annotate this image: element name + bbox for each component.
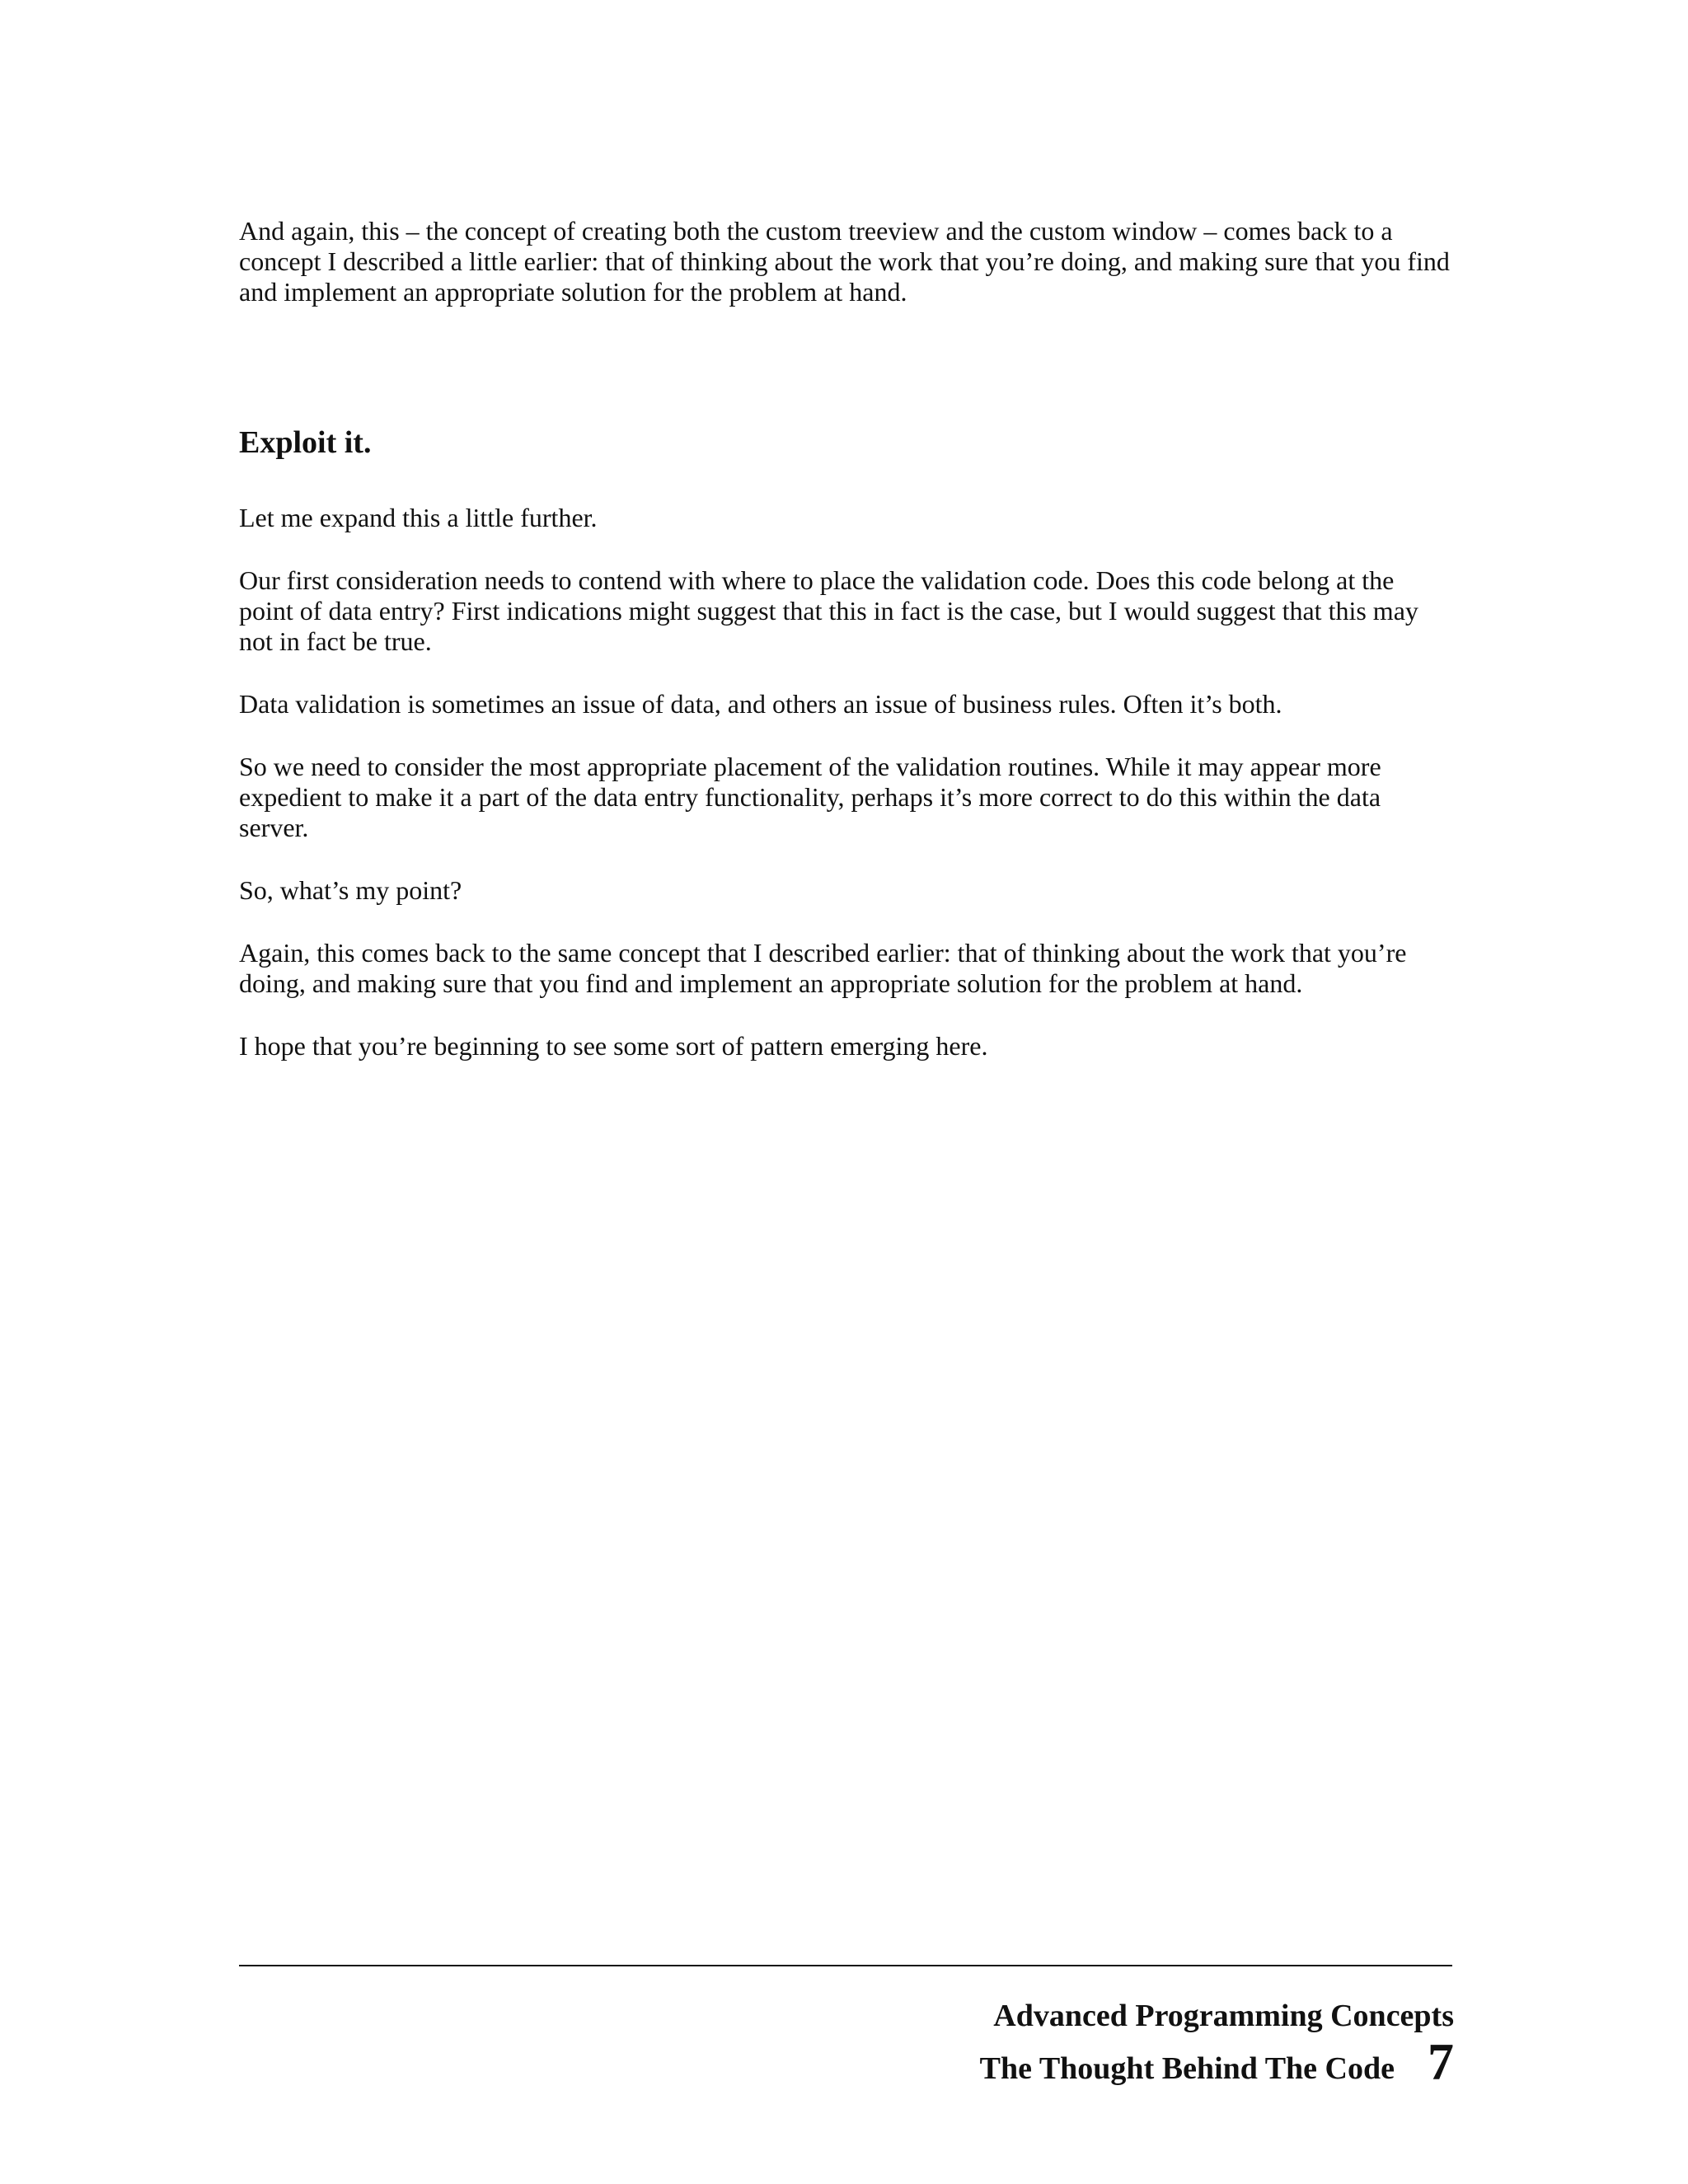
footer-subtitle: The Thought Behind The Code <box>979 2051 1395 2086</box>
body-paragraph: So we need to consider the most appropriate placement of the validation routines. While it may appear more expedient to make it a part of the data entry functionality, perhaps it’s more correct to do this within the data server. <box>239 752 1381 842</box>
footer-book-title: Advanced Programming Concepts <box>993 1999 1454 2033</box>
intro-paragraph: And again, this – the concept of creating both the custom treeview and the custom window – comes back to a concept I described a little earlier: that of thinking about the work that you’re doing, and making sure that you find and implement an appropriate solution for the problem at hand. <box>239 216 1450 307</box>
page-body <box>239 216 1451 1062</box>
page-number: 7 <box>1428 2032 1454 2091</box>
body-paragraph: Our first consideration needs to contend with where to place the validation code. Does this code belong at the point of data entry? First indications might suggest that this in fact is the case, but I would suggest that this may not in fact be true. <box>239 565 1418 656</box>
body-paragraph: Again, this comes back to the same concept that I described earlier: that of thinking about the work that you’re doing, and making sure that you find and implement an appropriate solution for the problem at hand. <box>239 938 1407 998</box>
body-paragraph: So, what’s my point? <box>239 875 462 905</box>
body-paragraph: I hope that you’re beginning to see some sort of pattern emerging here. <box>239 1031 988 1061</box>
body-paragraph: Data validation is sometimes an issue of data, and others an issue of business rules. Often it’s both. <box>239 689 1282 719</box>
footer-divider <box>239 1965 1452 1966</box>
section-heading: Exploit it. <box>239 425 372 460</box>
body-paragraph: Let me expand this a little further. <box>239 503 598 532</box>
